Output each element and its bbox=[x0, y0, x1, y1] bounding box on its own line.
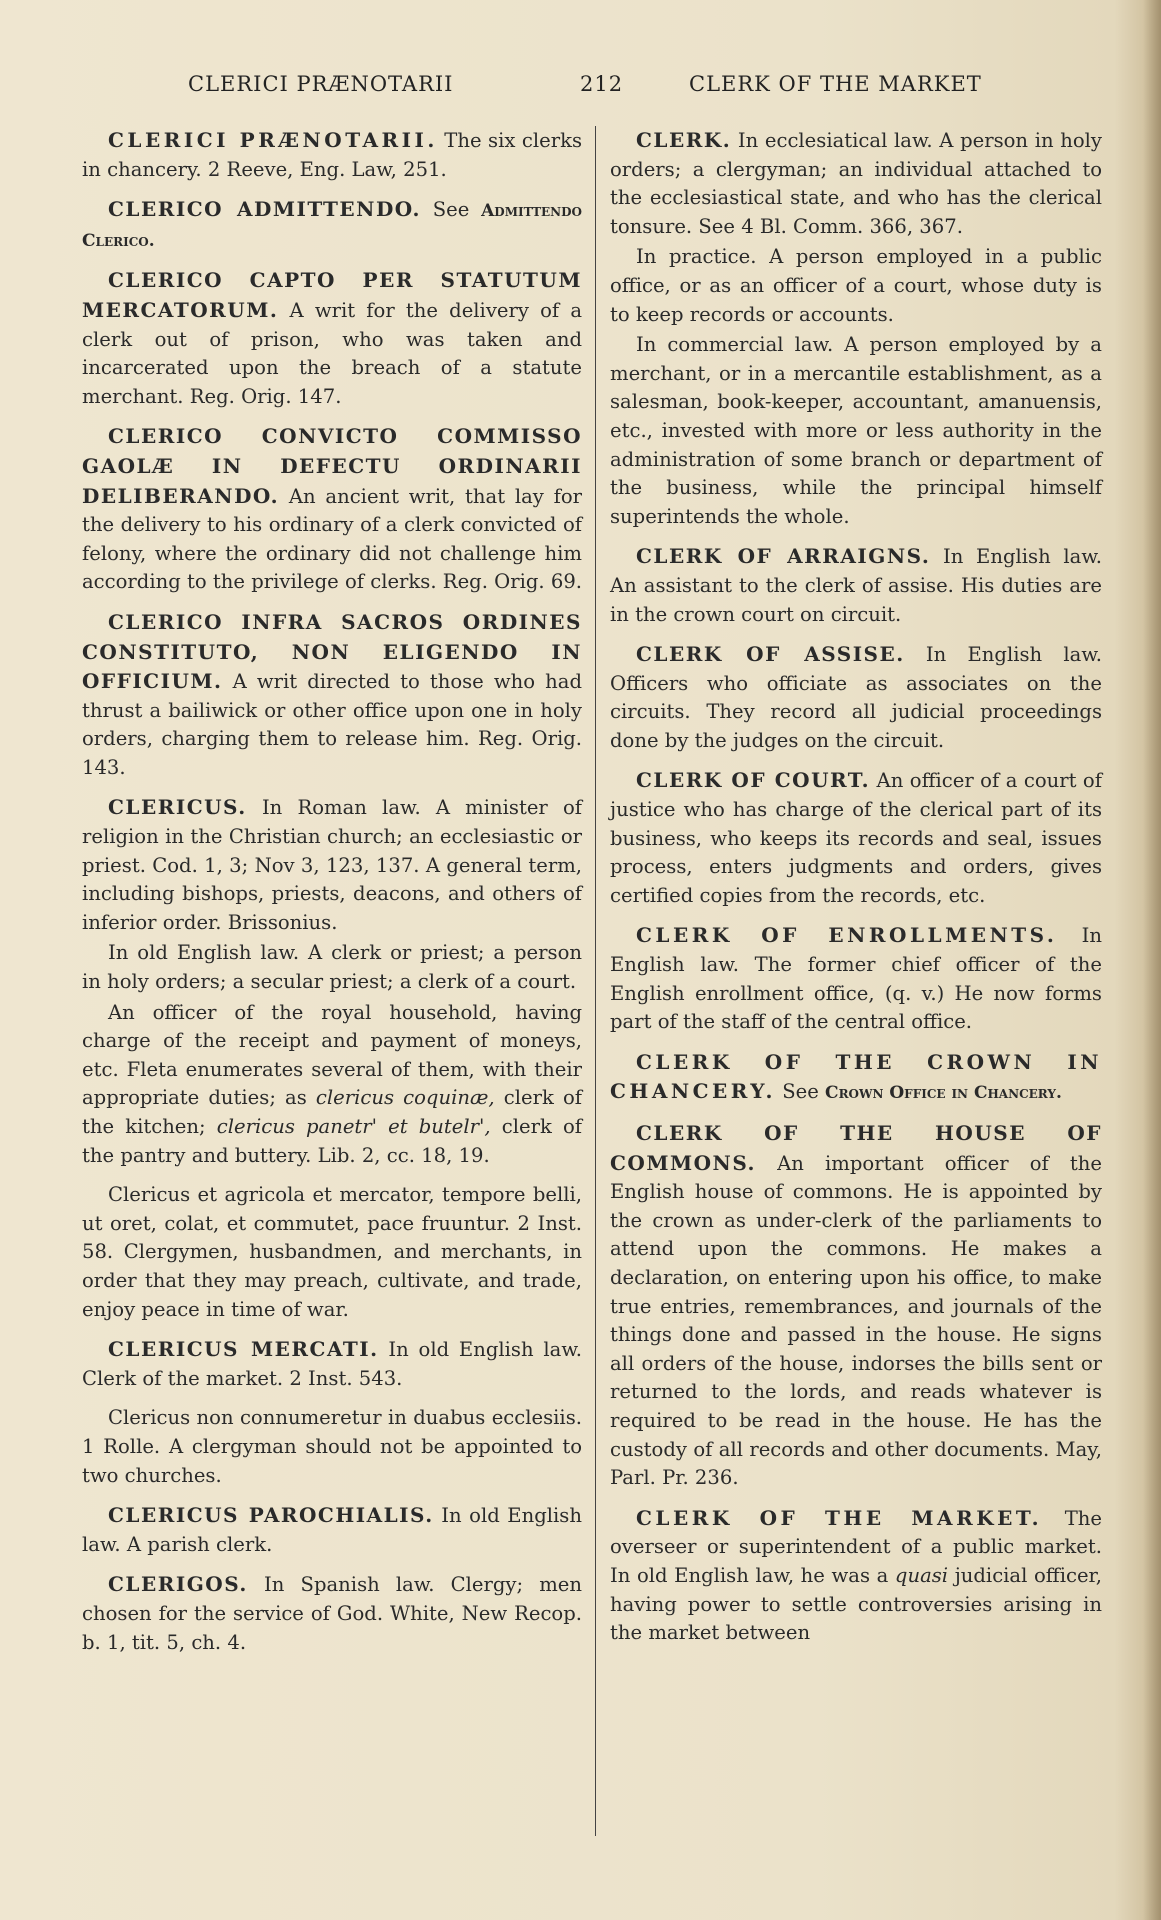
entry-definition: In ecclesiatical law. A person in holy orders; a clergyman; an individual attached to the ecclesiastical state, and who has the clerical tonsure. See 4 Bl. Comm. 366, 367. bbox=[610, 129, 1102, 238]
entry-definition: See bbox=[432, 198, 470, 222]
entry-headword: CLERIGOS. bbox=[108, 1572, 248, 1597]
page-edge-shadow bbox=[1143, 0, 1161, 1920]
entry-paragraph bbox=[82, 999, 582, 1171]
entry-definition: In Spanish law. Clergy; men chosen for the service of God. White, New Recop. b. 1, tit. 5, ch. 4. bbox=[82, 1573, 582, 1654]
entry-definition: An important officer of the English house of commons. He is appointed by the crown as under-clerk of the parliaments to attend upon the commons. He makes a declaration, on entering upon his office, to make true entries, remembrances, and journals of the things done and passed in the house. He signs all orders of the house, indorses the bills sent or returned to the lords, and reads whatever is required to be read in the house. He has the custody of all records and other documents. May, Parl. Pr. 236. bbox=[610, 1151, 1103, 1490]
entry-definition: A writ for the delivery of a clerk out of prison, who was taken and incarcerated upon the breach of a statute merchant. Reg. Orig. 147. bbox=[82, 298, 582, 408]
entry-clerigos bbox=[82, 1570, 582, 1657]
entry-definition: An ancient writ, that lay for the delivery to his ordinary of a clerk convicted of felony, where the ordinary did not challenge him according to the privilege of clerks. Reg. Orig. 69. bbox=[82, 484, 583, 594]
entry-headword: CLERICO ADMITTENDO. bbox=[108, 197, 421, 222]
entry-paragraph: In old English law. A clerk or priest; a person in holy orders; a secular priest; a clerk of a court. bbox=[82, 941, 582, 994]
entry-clerico-infra-sacros bbox=[82, 608, 582, 783]
entry-headword: CLERK OF ARRAIGNS. bbox=[636, 544, 931, 569]
entry-headword: CLERK OF COURT. bbox=[636, 768, 871, 793]
entry-headword: CLERK OF ASSISE. bbox=[636, 642, 905, 667]
entry-headword: CLERICO INFRA SACROS ORDINES CONSTITUTO, NON ELIGENDO IN OFFICIUM. bbox=[82, 609, 582, 694]
entry-headword: CLERICUS MERCATI. bbox=[108, 1337, 379, 1362]
legal-maxim: Clericus non connumeretur in duabus ecclesiis. 1 Rolle. A clergyman should not be appointed to two churches. bbox=[82, 1406, 582, 1487]
entry-definition: The six clerks in chancery. 2 Reeve, Eng. Law, 251. bbox=[82, 129, 583, 181]
page-number: 212 bbox=[580, 72, 624, 96]
legal-maxim: Clericus et agricola et mercator, tempore belli, ut oret, colat, et commutet, pace fruuntur. 2 Inst. 58. Clergymen, husbandmen, and merchants, in order that they may preach, cultivate, and trade, enjoy peace in time of war. bbox=[82, 1183, 582, 1321]
entry-headword: CLERK OF THE CROWN IN CHANCERY. bbox=[610, 1049, 1102, 1104]
running-header bbox=[0, 72, 1161, 102]
entry-maxim-clericus-non bbox=[82, 1404, 582, 1490]
entry-definition: In Roman law. A minister of religion in the Christian church; an ecclesiastic or priest. Cod. 1, 3; Nov 3, 123, 137. A general term, including bishops, priests, deacons, and others of inferior order. Brissonius. bbox=[82, 796, 582, 934]
entry-clericus-parochialis bbox=[82, 1501, 582, 1559]
entry-clerico-admittendo bbox=[82, 195, 582, 255]
entry-clerk-of-assise bbox=[610, 640, 1102, 755]
entry-clerk-of-the-crown bbox=[610, 1048, 1102, 1108]
entry-paragraph: In commercial law. A person employed by a merchant, or in a mercantile establishment, as a salesman, book-keeper, accountant, amanuensis, etc., invested with more or less authority in the administration of some branch or department of the business, while the principal himself superintends the whole. bbox=[610, 333, 1102, 528]
entry-definition: An officer of a court of justice who has charge of the clerical part of its business, who keeps its records and seal, issues process, enters judgments and orders, gives certified copies from the records, etc. bbox=[610, 769, 1102, 907]
header-left-term: CLERICI PRÆNOTARII bbox=[188, 72, 454, 96]
entry-headword: CLERICUS. bbox=[108, 795, 247, 820]
entry-definition: judicial officer, having power to settle controversies arising in the market between bbox=[610, 1563, 1102, 1645]
header-right-term: CLERK OF THE MARKET bbox=[689, 72, 982, 96]
entry-definition: In old English law. Clerk of the market. 2 Inst. 543. bbox=[82, 1338, 582, 1390]
entry-clerk bbox=[610, 126, 1102, 531]
entry-paragraph: In practice. A person employed in a public office, or as an officer of a court, whose duty is to keep records or accounts. bbox=[610, 245, 1102, 326]
entry-headword: CLERICO CONVICTO COMMISSO GAOLÆ IN DEFECTU ORDINARII DELIBERANDO. bbox=[82, 424, 582, 508]
entry-definition: See bbox=[782, 1080, 819, 1104]
left-column bbox=[82, 126, 582, 1668]
entry-clerici-praenotarii bbox=[82, 126, 582, 184]
latin-term: clericus panetr' et butelr', bbox=[216, 1115, 491, 1138]
entry-headword: CLERK OF THE HOUSE OF COMMONS. bbox=[610, 1121, 1102, 1175]
entry-clerk-of-court bbox=[610, 766, 1102, 910]
entry-headword: CLERK. bbox=[636, 128, 732, 152]
entry-clerico-capto bbox=[82, 266, 582, 411]
entry-headword: CLERICUS PAROCHIALIS. bbox=[108, 1503, 434, 1528]
right-column bbox=[610, 126, 1102, 1659]
entry-headword: CLERK OF THE MARKET. bbox=[636, 1505, 1043, 1530]
entry-definition: In English law. An assistant to the clerk of assise. His duties are in the crown court on circuit. bbox=[610, 545, 1102, 626]
cross-reference: Crown Office in Chancery. bbox=[825, 1083, 1062, 1104]
column-divider bbox=[595, 126, 596, 1836]
paragraph-text: An officer of the royal household, having charge of the receipt and payment of moneys, etc. Fleta enumerates several of them, with their appropriate duties; as bbox=[82, 1000, 582, 1110]
entry-clericus-mercati bbox=[82, 1335, 582, 1393]
entry-definition: The overseer or superintendent of a public market. In old English law, he was a bbox=[610, 1506, 1103, 1587]
entry-headword: CLERK OF ENROLLMENTS. bbox=[636, 923, 1058, 948]
paragraph-text: clerk of the pantry and buttery. Lib. 2, cc. 18, 19. bbox=[82, 1115, 583, 1167]
entry-clerk-of-arraigns bbox=[610, 542, 1102, 629]
entry-clerk-of-the-market bbox=[610, 1504, 1102, 1648]
cross-reference: Admittendo Clerico. bbox=[82, 201, 582, 251]
entry-definition: In English law. The former chief officer of the English enrollment office, (q. v.) He now forms part of the staff of the central office. bbox=[610, 924, 1102, 1034]
entry-headword: CLERICI PRÆNOTARII. bbox=[108, 128, 438, 152]
entry-clericus bbox=[82, 793, 582, 1170]
paragraph-text: clerk of the kitchen; bbox=[82, 1086, 582, 1138]
entry-maxim-clericus-et-agricola bbox=[82, 1181, 582, 1324]
entry-headword: CLERICO CAPTO PER STATUTUM MERCATORUM. bbox=[82, 268, 582, 322]
entry-definition: In old English law. A parish clerk. bbox=[82, 1504, 582, 1556]
latin-term: quasi bbox=[894, 1563, 949, 1587]
entry-clerk-of-house-of-commons bbox=[610, 1119, 1102, 1493]
latin-term: clericus coquinæ, bbox=[315, 1086, 495, 1110]
entry-clerico-convicto bbox=[82, 422, 582, 597]
entry-definition: In English law. Officers who officiate as associates on the circuits. They record all judicial proceedings done by the judges on the circuit. bbox=[610, 643, 1102, 752]
entry-definition: A writ directed to those who had thrust a bailiwick or other office upon one in holy orders, charging them to release him. Reg. Orig. 143. bbox=[82, 670, 583, 779]
entry-clerk-of-enrollments bbox=[610, 921, 1102, 1036]
